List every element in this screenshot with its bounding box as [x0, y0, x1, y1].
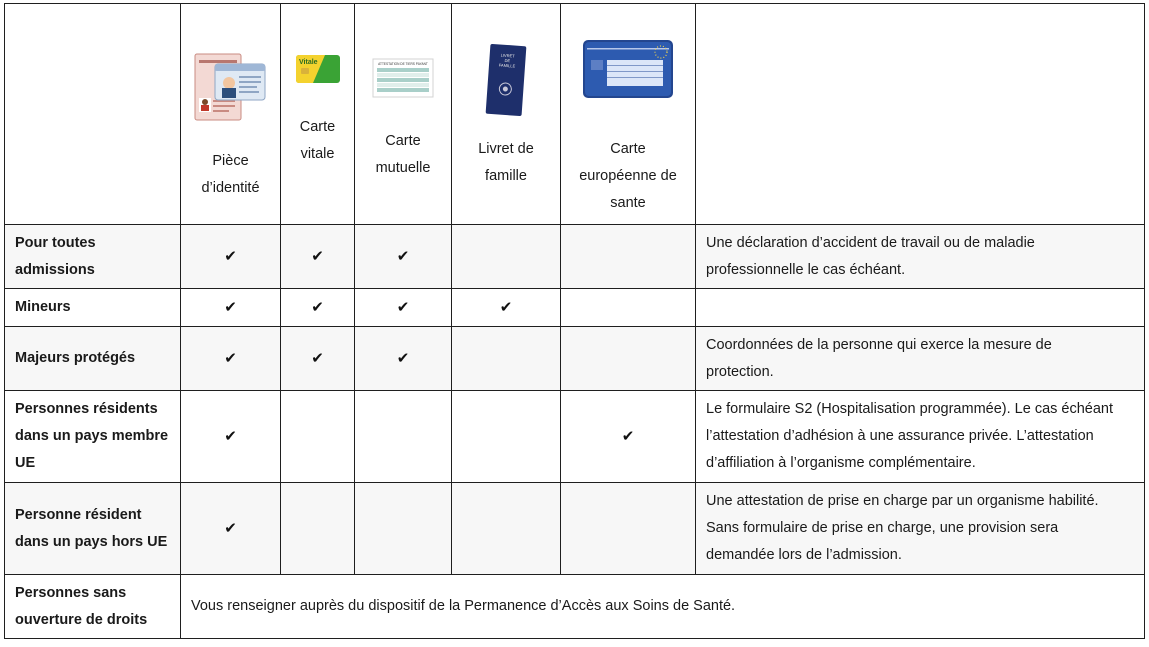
identity-documents-icon [193, 50, 269, 124]
row-note: Le formulaire S2 (Hospitalisation programmée). Le cas échéant l’attestation d’adhésion à une assurance privée. L’attestation d’affiliation à l’organisme complémentaire. [696, 391, 1145, 483]
vitale-card-text: Vitale [298, 59, 318, 66]
european-health-card-icon [581, 38, 675, 100]
check-icon: ✔ [311, 297, 324, 316]
header-carte-europeenne [561, 4, 696, 225]
row-note: Une attestation de prise en charge par un organisme habilité. Sans formulaire de prise en charge, une provision sera demandée lors de l’admission. [696, 483, 1145, 575]
row-label: Majeurs protégés [5, 327, 181, 391]
check-icon: ✔ [311, 348, 324, 367]
header-label: Carte [385, 133, 421, 149]
header-label: Carte [299, 119, 336, 135]
header-carte-mutuelle [355, 4, 452, 225]
table-row [5, 327, 1145, 391]
livret-text: LIVRET [500, 52, 515, 59]
check-icon: ✔ [396, 297, 410, 316]
row-label: Personnes résidents dans un pays membre UE [5, 391, 181, 483]
check-icon: ✔ [311, 246, 324, 265]
row-label: Personnes sans ouverture de droits [5, 575, 181, 639]
livret-text: DE [504, 57, 511, 64]
livret-text: FAMILLE [498, 62, 516, 69]
check-icon: ✔ [621, 426, 635, 445]
header-carte-vitale [281, 4, 355, 225]
row-note: Une déclaration d’accident de travail ou de maladie professionnelle le cas échéant. [696, 225, 1145, 289]
header-label: européenne de [579, 168, 677, 184]
table-row [5, 575, 1145, 639]
table-row [5, 391, 1145, 483]
table-row [5, 225, 1145, 289]
header-label: Carte [610, 141, 646, 157]
row-label: Mineurs [5, 289, 181, 327]
row-label: Personne résident dans un pays hors UE [5, 483, 181, 575]
header-row [5, 4, 1145, 225]
header-empty-cell [5, 4, 181, 225]
check-icon: ✔ [396, 348, 410, 367]
header-label: mutuelle [375, 160, 431, 176]
mutuelle-card-text: ATTESTATION DE TIERS PAYANT [378, 62, 428, 66]
header-label: Pièce [212, 153, 249, 169]
admission-documents-table [4, 3, 1145, 639]
row-label: Pour toutes admissions [5, 225, 181, 289]
check-icon: ✔ [224, 297, 237, 316]
check-icon: ✔ [396, 246, 410, 265]
check-icon: ✔ [224, 348, 237, 367]
table-row [5, 289, 1145, 327]
header-label: famille [485, 168, 527, 184]
check-icon: ✔ [224, 518, 237, 537]
merged-note: Vous renseigner auprès du dispositif de la Permanence d’Accès aux Soins de Santé. [181, 575, 1145, 639]
check-icon: ✔ [224, 426, 237, 445]
carte-vitale-icon [295, 54, 341, 84]
table-row [5, 483, 1145, 575]
header-label: Livret de [478, 141, 534, 157]
check-icon: ✔ [224, 246, 237, 265]
header-notes-cell [696, 4, 1145, 225]
row-note [696, 289, 1145, 327]
row-note: Coordonnées de la personne qui exerce la mesure de protection. [696, 327, 1145, 391]
header-piece-identite [181, 4, 281, 225]
mutuelle-card-icon [372, 58, 434, 98]
header-livret-famille [452, 4, 561, 225]
header-label: d’identité [201, 180, 260, 196]
header-label: vitale [300, 146, 335, 162]
livret-famille-icon [484, 43, 528, 117]
header-label: sante [610, 195, 646, 211]
check-icon: ✔ [499, 297, 513, 316]
